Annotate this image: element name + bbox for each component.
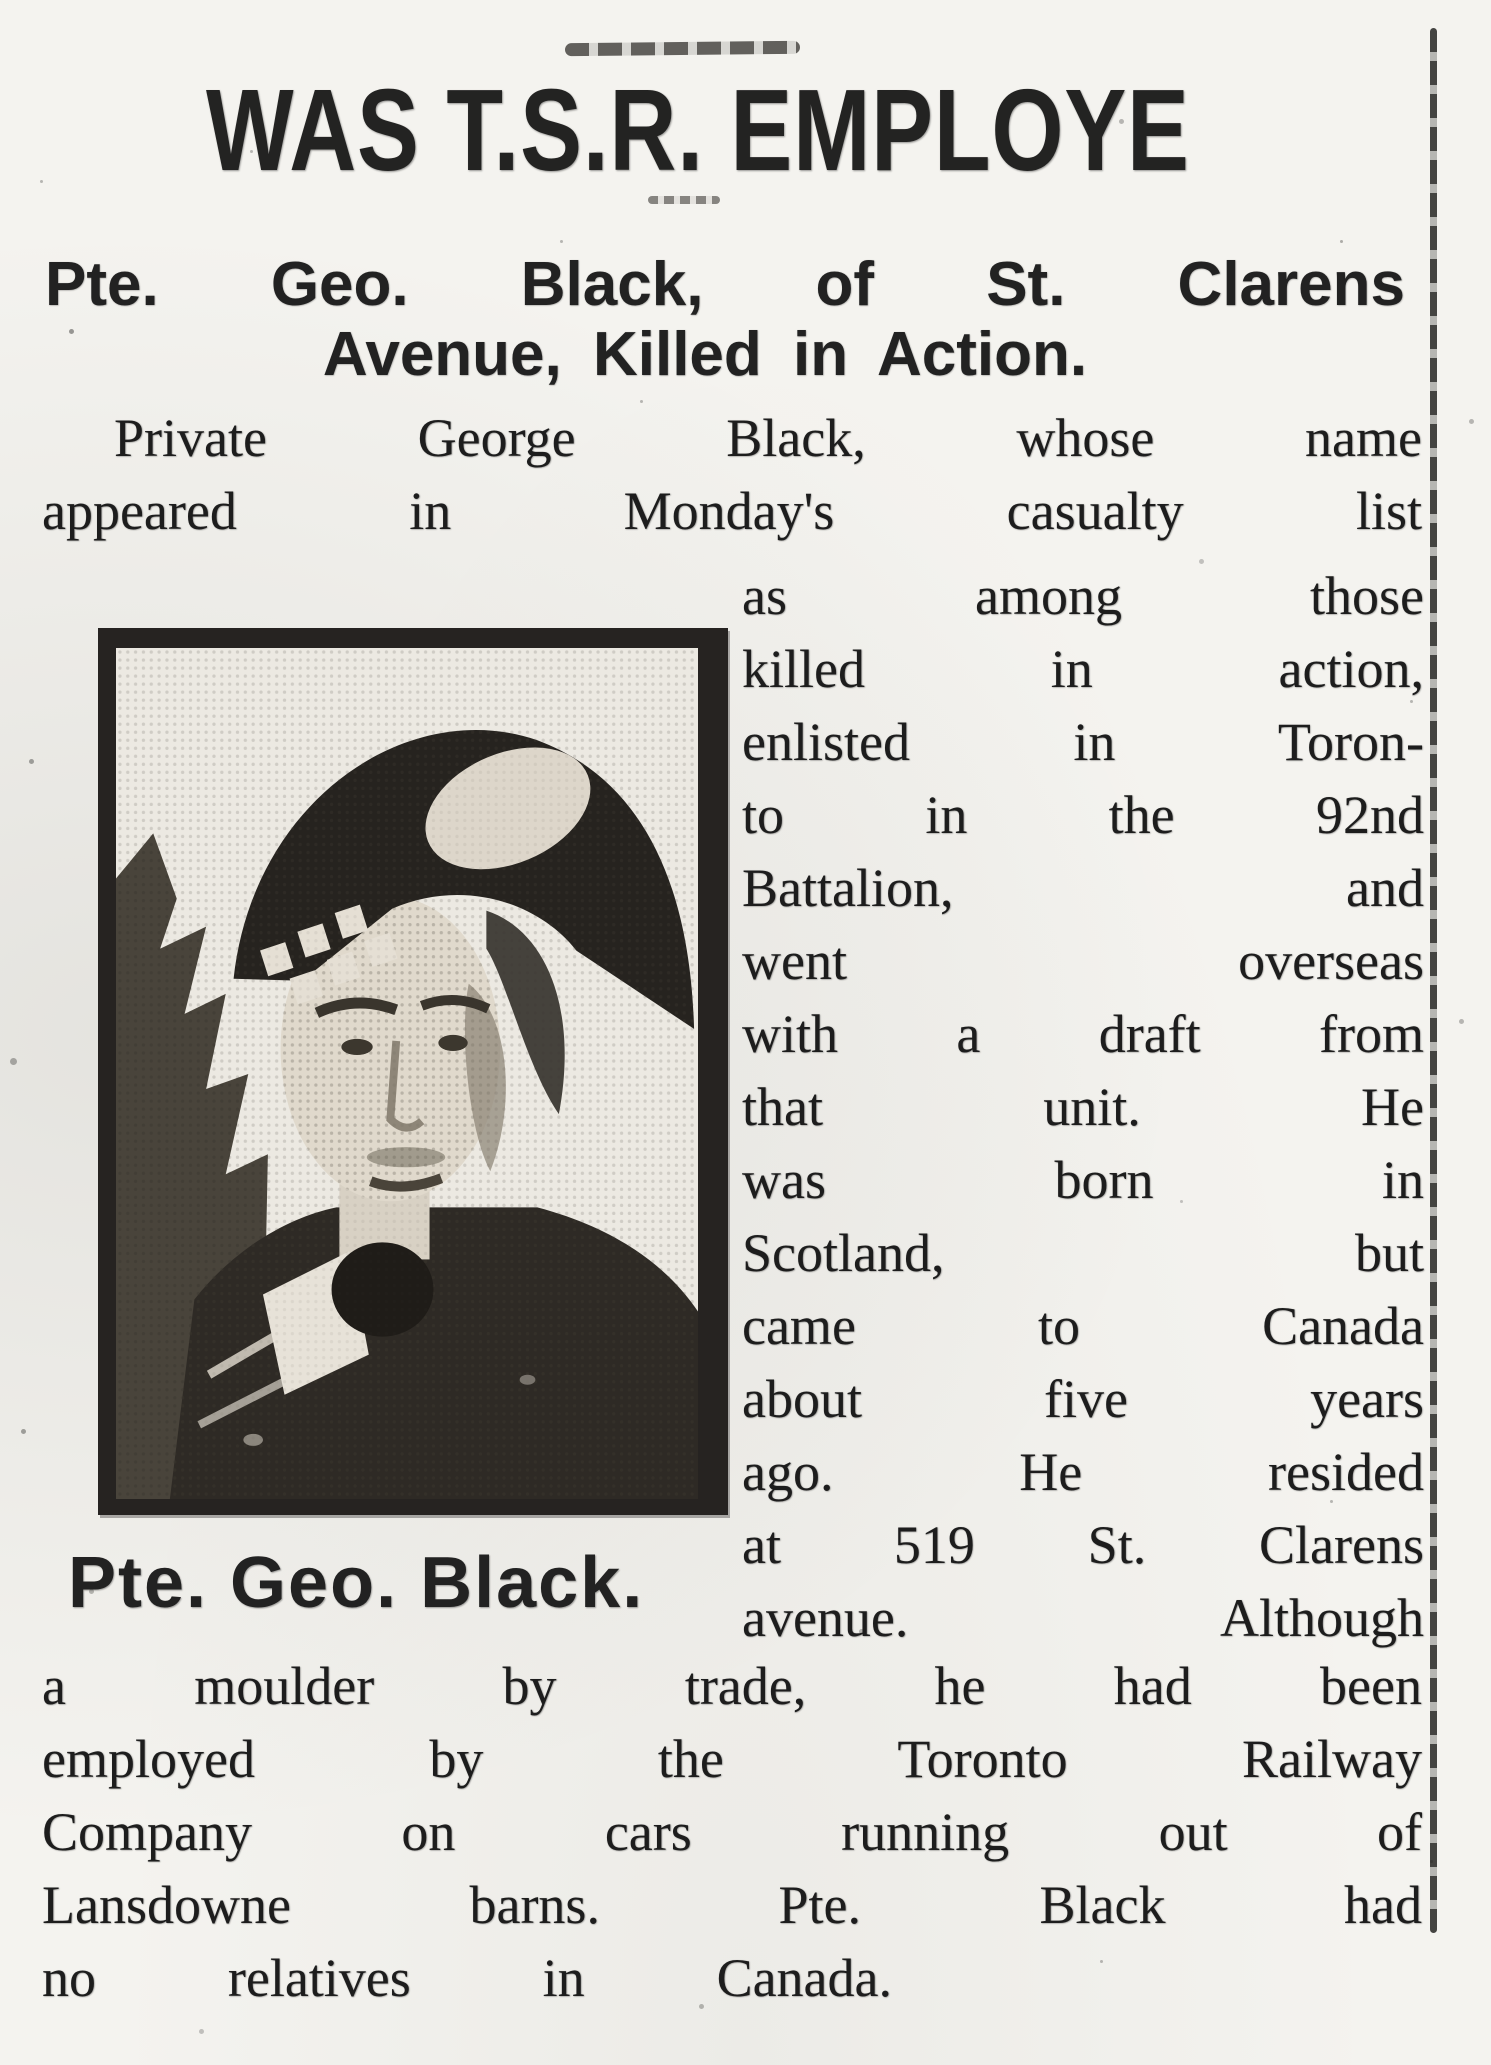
subhead-line-2: Avenue, Killed in Action. bbox=[322, 320, 1088, 389]
column-line: ago. He resided bbox=[742, 1442, 1424, 1502]
headline-text: WAS T.S.R. EMPLOYE bbox=[206, 65, 1190, 195]
body-line: no relatives in Canada. bbox=[42, 1948, 892, 2008]
column-line: killed in action, bbox=[742, 639, 1424, 699]
paragraph-column bbox=[742, 560, 1424, 1655]
paragraph-lead bbox=[42, 402, 1422, 548]
column-line: as among those bbox=[742, 566, 1424, 626]
subhead-line-1: Pte. Geo. Black, of St. Clarens bbox=[45, 250, 1405, 319]
column-line: went overseas bbox=[742, 931, 1424, 991]
column-line: Scotland, but bbox=[742, 1223, 1424, 1283]
body-line: Private George Black, whose name bbox=[114, 408, 1422, 468]
body-line: a moulder by trade, he had been bbox=[42, 1656, 1422, 1716]
ink-smudge-top bbox=[565, 41, 800, 56]
column-line: avenue. Although bbox=[742, 1588, 1424, 1648]
paper-noise-specks bbox=[0, 0, 3, 3]
body-line: Lansdowne barns. Pte. Black had bbox=[42, 1875, 1422, 1935]
column-line: was born in bbox=[742, 1150, 1424, 1210]
body-line: employed by the Toronto Railway bbox=[42, 1729, 1422, 1789]
portrait-photo-soldier bbox=[116, 648, 698, 1499]
column-line: that unit. He bbox=[742, 1077, 1424, 1137]
column-line: with a draft from bbox=[742, 1004, 1424, 1064]
column-line: came to Canada bbox=[742, 1296, 1424, 1356]
column-line: to in the 92nd bbox=[742, 785, 1424, 845]
headline bbox=[20, 65, 1376, 195]
column-line: at 519 St. Clarens bbox=[742, 1515, 1424, 1575]
body-line: Company on cars running out of bbox=[42, 1802, 1422, 1862]
column-line: enlisted in Toron- bbox=[742, 712, 1424, 772]
column-rule bbox=[1430, 28, 1437, 1933]
ink-smudge-subhead bbox=[648, 196, 720, 204]
paragraph-closing bbox=[42, 1650, 1422, 2015]
portrait-photo-frame bbox=[98, 628, 728, 1515]
body-line: appeared in Monday's casualty list bbox=[42, 481, 1422, 541]
column-line: Battalion, and bbox=[742, 858, 1424, 918]
photo-caption: Pte. Geo. Black. bbox=[68, 1543, 645, 1623]
column-line: about five years bbox=[742, 1369, 1424, 1429]
